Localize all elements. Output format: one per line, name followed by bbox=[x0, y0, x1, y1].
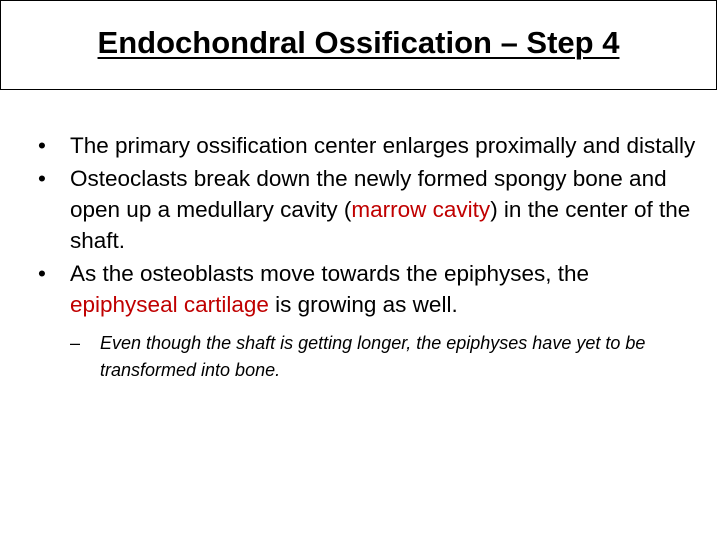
title-box bbox=[0, 0, 717, 90]
bullet-text-3-post: is growing as well. bbox=[268, 292, 458, 317]
slide-content bbox=[38, 130, 698, 384]
highlight-epiphyseal-cartilage: epiphyseal cartilage bbox=[70, 292, 269, 317]
slide-title: Endochondral Ossification – Step 4 bbox=[97, 25, 620, 60]
bullet-text-1: The primary ossification center enlarges proximally and distally bbox=[70, 133, 696, 158]
bullet-marker: • bbox=[38, 261, 46, 286]
bullet-text-2-pre: Osteoclasts break down the newly formed spongy bone and open up a medullary cavity ( bbox=[70, 166, 667, 222]
bullet-marker: • bbox=[38, 133, 46, 158]
sub-bullet-marker: – bbox=[70, 333, 81, 353]
bullet-text-2-post: ) in the center of the shaft. bbox=[70, 197, 691, 253]
bullet-item-2 bbox=[38, 163, 698, 256]
highlight-marrow-cavity: marrow cavity bbox=[351, 197, 491, 222]
bullet-item-1 bbox=[38, 130, 698, 161]
sub-bullet-text: Even though the shaft is getting longer, the epiphyses have yet to be transformed into bone. bbox=[100, 333, 646, 380]
bullet-text-3-pre: As the osteoblasts move towards the epiphyses, the bbox=[70, 261, 590, 286]
sub-bullet-item bbox=[38, 330, 698, 384]
bullet-marker: • bbox=[38, 166, 46, 191]
bullet-item-3 bbox=[38, 258, 698, 320]
